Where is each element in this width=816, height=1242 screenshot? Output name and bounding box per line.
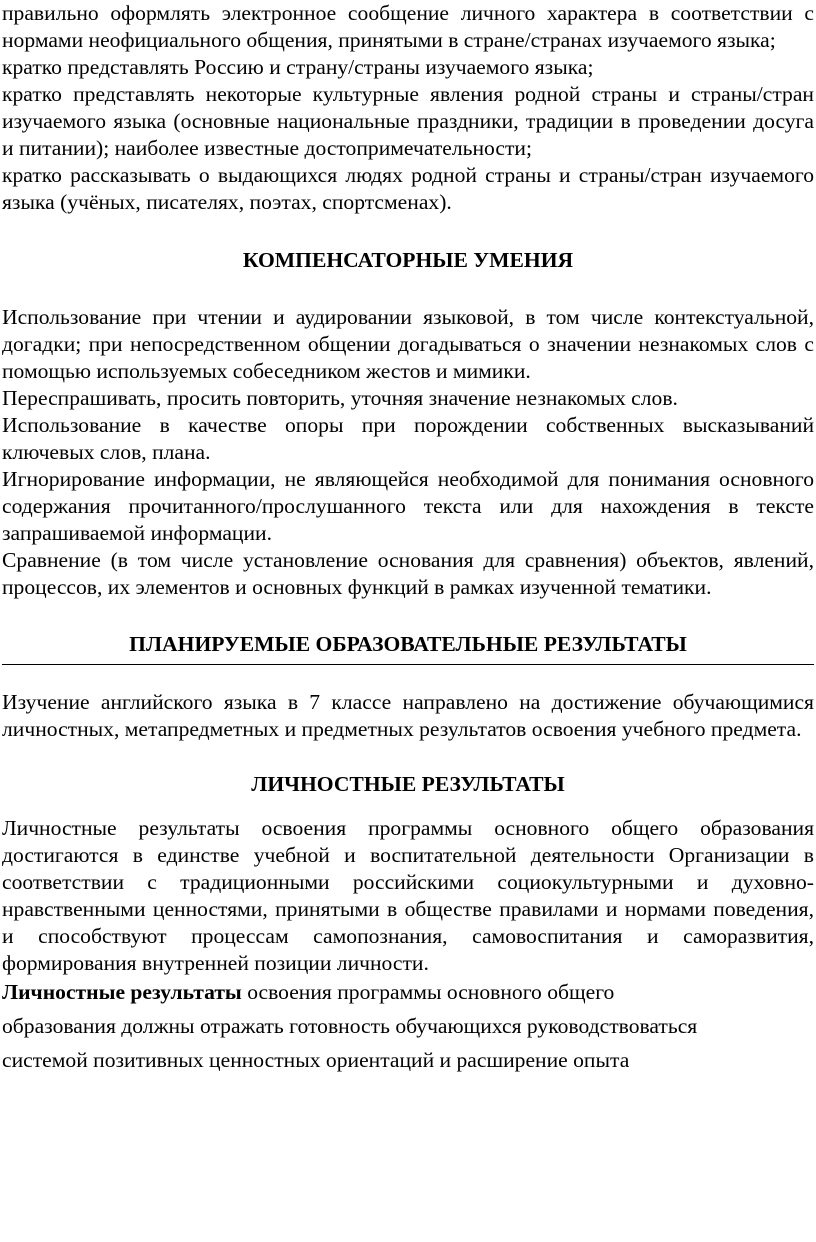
paragraph-line bbox=[2, 977, 814, 1007]
paragraph: Переспрашивать, просить повторить, уточняя значение незнакомых слов. bbox=[2, 386, 678, 410]
top-section bbox=[2, 0, 814, 216]
horizontal-rule bbox=[2, 664, 814, 665]
paragraph: Игнорирование информации, не являющейся необходимой для понимания основного содержания прочитанного/прослушанного текста или для нахождения в тексте запрашиваемой информации. bbox=[2, 467, 814, 545]
final-section bbox=[2, 977, 814, 1075]
paragraph-line: системой позитивных ценностных ориентаций и расширение опыта bbox=[2, 1048, 630, 1072]
paragraph: кратко рассказывать о выдающихся людях родной страны и страны/стран изучаемого языка (учёных, писателях, поэтах, спортсменах). bbox=[2, 163, 814, 214]
section-heading-compensatory: КОМПЕНСАТОРНЫЕ УМЕНИЯ bbox=[242, 248, 574, 272]
text-run: освоения программы основного общего bbox=[241, 980, 615, 1004]
bold-term: Личностные результаты bbox=[2, 980, 242, 1004]
paragraph-line: образования должны отражать готовность обучающихся руководствоваться bbox=[2, 1014, 698, 1038]
paragraph: кратко представлять некоторые культурные явления родной страны и страны/стран изучаемого языка (основные национальные праздники, традиции в проведении досуга и питании); наиболее известные достопримечательности; bbox=[2, 82, 814, 160]
section-heading-personal-results: ЛИЧНОСТНЫЕ РЕЗУЛЬТАТЫ bbox=[251, 772, 565, 796]
compensatory-section bbox=[2, 304, 814, 601]
paragraph: Сравнение (в том числе установление основания для сравнения) объектов, явлений, процессов, их элементов и основных функций в рамках изученной тематики. bbox=[2, 548, 814, 599]
paragraph: кратко представлять Россию и страну/страны изучаемого языка; bbox=[2, 55, 594, 79]
paragraph: Использование в качестве опоры при порождении собственных высказываний ключевых слов, плана. bbox=[2, 413, 814, 464]
paragraph: Использование при чтении и аудировании языковой, в том числе контекстуальной, догадки; при непосредственном общении догадываться о значении незнакомых слов с помощью используемых собеседником жестов и мимики. bbox=[2, 305, 814, 383]
section-heading-planned-results: ПЛАНИРУЕМЫЕ ОБРАЗОВАТЕЛЬНЫЕ РЕЗУЛЬТАТЫ bbox=[129, 632, 687, 656]
paragraph: Изучение английского языка в 7 классе направлено на достижение обучающимися личностных, метапредметных и предметных результатов освоения учебного предмета. bbox=[2, 690, 814, 741]
paragraph: правильно оформлять электронное сообщение личного характера в соответствии с нормами неофициального общения, принятыми в стране/странах изучаемого языка; bbox=[2, 1, 814, 52]
paragraph: Личностные результаты освоения программы основного общего образования достигаются в единстве учебной и воспитательной деятельности Организации в соответствии с традиционными российскими социокультурными и духовно-нравственными ценностями, принятыми в обществе правилами и нормами поведения, и способствуют процессам самопознания, самовоспитания и саморазвития, формирования внутренней позиции личности. bbox=[2, 816, 814, 975]
